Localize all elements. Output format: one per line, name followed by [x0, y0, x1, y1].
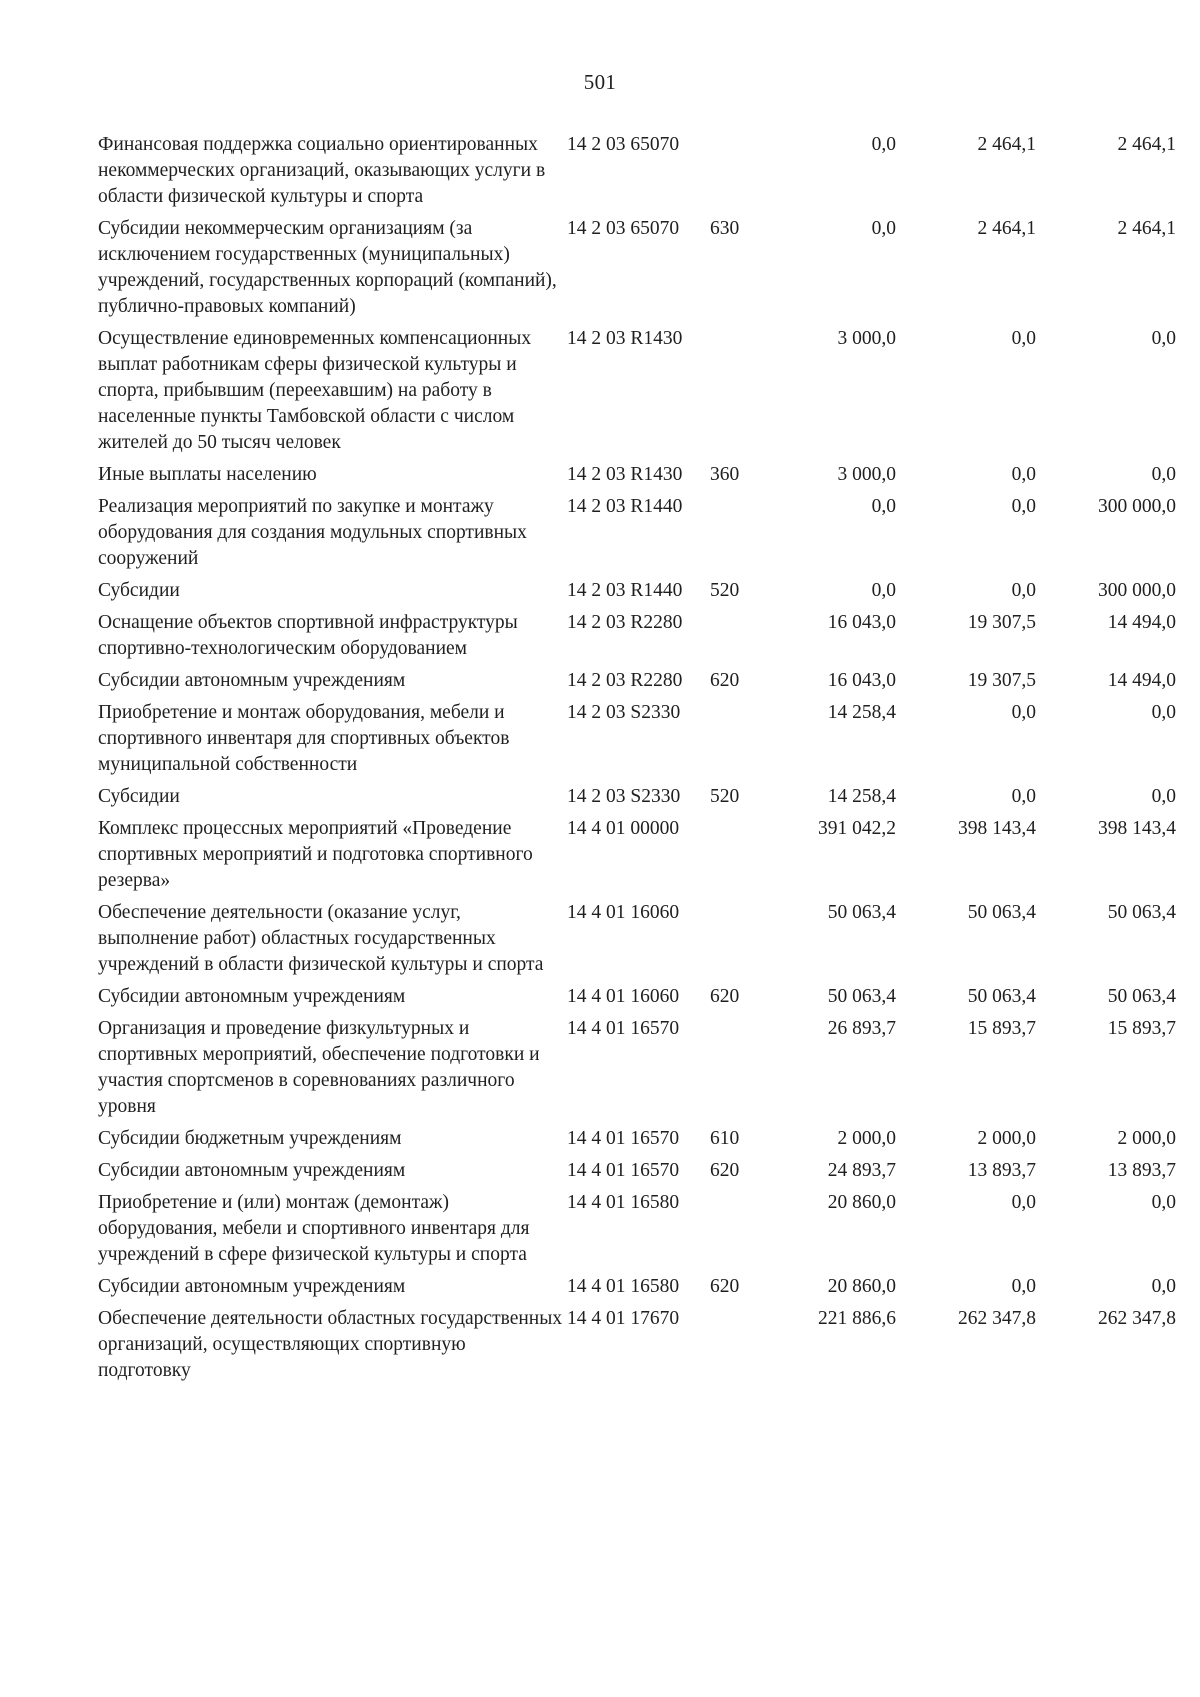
row-name: Субсидии некоммерческим организациям (за исключением государственных (муниципальных) учреждений, государственных корпораций (компаний), публично-правовых компаний): [98, 218, 557, 317]
page-number: 501: [583, 70, 617, 94]
row-name: Организация и проведение физкультурных и спортивных мероприятий, обеспечение подготовки и участия спортсменов в соревнованиях различного уровня: [98, 1018, 540, 1117]
row-name: Осуществление единовременных компенсационных выплат работникам сферы физической культуры и спорта, прибывшим (переехавшим) на работу в населенные пункты Тамбовской области с числом жителей до 50 тысяч человек: [98, 328, 532, 453]
row-value-3: 300 000,0: [1098, 496, 1176, 517]
table-row: [98, 1274, 1178, 1300]
row-value-2: 19 307,5: [967, 612, 1036, 633]
row-value-2: 19 307,5: [967, 670, 1036, 691]
row-type: 620: [710, 670, 740, 691]
row-value-3: 2 000,0: [1117, 1128, 1176, 1149]
row-value-1: 24 893,7: [827, 1160, 896, 1181]
budget-table: [98, 132, 1178, 1390]
row-code: 14 2 03 S2330: [567, 786, 681, 807]
row-value-2: 0,0: [1011, 580, 1036, 601]
row-name: Комплекс процессных мероприятий «Проведение спортивных мероприятий и подготовка спортивного резерва»: [98, 818, 533, 891]
row-name: Обеспечение деятельности (оказание услуг, выполнение работ) областных государственных учреждений в области физической культуры и спорта: [98, 902, 544, 975]
row-value-1: 0,0: [871, 218, 896, 239]
table-row: [98, 1126, 1178, 1152]
row-value-1: 221 886,6: [818, 1308, 896, 1329]
row-value-3: 14 494,0: [1107, 670, 1176, 691]
row-code: 14 4 01 16570: [567, 1160, 680, 1181]
row-type: 610: [710, 1128, 740, 1149]
row-code: 14 2 03 R2280: [567, 670, 683, 691]
row-type: 630: [710, 218, 740, 239]
row-value-2: 0,0: [1011, 328, 1036, 349]
row-value-2: 262 347,8: [958, 1308, 1036, 1329]
row-value-2: 50 063,4: [967, 902, 1036, 923]
row-name: Приобретение и (или) монтаж (демонтаж) оборудования, мебели и спортивного инвентаря для учреждений в сфере физической культуры и спорта: [98, 1192, 530, 1265]
row-value-3: 50 063,4: [1107, 902, 1176, 923]
table-row: [98, 668, 1178, 694]
row-value-1: 0,0: [871, 496, 896, 517]
row-value-3: 14 494,0: [1107, 612, 1176, 633]
row-type: 620: [710, 986, 740, 1007]
row-value-1: 50 063,4: [827, 902, 896, 923]
row-value-3: 300 000,0: [1098, 580, 1176, 601]
row-value-1: 20 860,0: [827, 1276, 896, 1297]
row-code: 14 4 01 16570: [567, 1018, 680, 1039]
row-value-1: 20 860,0: [827, 1192, 896, 1213]
table-row: [98, 326, 1178, 456]
row-type: 520: [710, 580, 740, 601]
table-row: [98, 578, 1178, 604]
row-value-1: 50 063,4: [827, 986, 896, 1007]
row-value-3: 0,0: [1151, 1192, 1176, 1213]
row-value-3: 15 893,7: [1107, 1018, 1176, 1039]
table-row: [98, 700, 1178, 778]
row-name: Субсидии: [98, 580, 180, 601]
row-code: 14 2 03 R1430: [567, 328, 683, 349]
row-value-2: 2 464,1: [977, 218, 1036, 239]
table-row: [98, 984, 1178, 1010]
row-code: 14 4 01 16570: [567, 1128, 680, 1149]
row-value-2: 0,0: [1011, 1192, 1036, 1213]
row-name: Субсидии автономным учреждениям: [98, 670, 406, 691]
row-value-1: 391 042,2: [818, 818, 896, 839]
row-name: Финансовая поддержка социально ориентированных некоммерческих организаций, оказывающих услуги в области физической культуры и спорта: [98, 134, 546, 207]
table-row: [98, 816, 1178, 894]
row-name: Субсидии автономным учреждениям: [98, 986, 406, 1007]
row-value-3: 0,0: [1151, 464, 1176, 485]
row-value-1: 0,0: [871, 134, 896, 155]
row-code: 14 4 01 16060: [567, 902, 680, 923]
row-value-3: 0,0: [1151, 1276, 1176, 1297]
row-value-1: 2 000,0: [837, 1128, 896, 1149]
row-code: 14 2 03 65070: [567, 218, 680, 239]
row-value-1: 0,0: [871, 580, 896, 601]
row-code: 14 4 01 00000: [567, 818, 680, 839]
row-value-2: 0,0: [1011, 702, 1036, 723]
row-code: 14 2 03 R1440: [567, 580, 683, 601]
row-value-2: 15 893,7: [967, 1018, 1036, 1039]
row-value-2: 0,0: [1011, 464, 1036, 485]
table-row: [98, 494, 1178, 572]
row-code: 14 4 01 16060: [567, 986, 680, 1007]
row-value-3: 262 347,8: [1098, 1308, 1176, 1329]
row-value-1: 16 043,0: [827, 670, 896, 691]
row-value-3: 13 893,7: [1107, 1160, 1176, 1181]
row-code: 14 4 01 16580: [567, 1276, 680, 1297]
row-value-3: 398 143,4: [1098, 818, 1176, 839]
row-value-3: 0,0: [1151, 702, 1176, 723]
row-value-2: 2 464,1: [977, 134, 1036, 155]
table-row: [98, 784, 1178, 810]
row-value-2: 13 893,7: [967, 1160, 1036, 1181]
table-row: [98, 132, 1178, 210]
row-name: Субсидии бюджетным учреждениям: [98, 1128, 402, 1149]
row-value-1: 14 258,4: [827, 786, 896, 807]
table-row: [98, 1306, 1178, 1384]
row-name: Субсидии автономным учреждениям: [98, 1276, 406, 1297]
row-value-2: 2 000,0: [977, 1128, 1036, 1149]
table-row: [98, 462, 1178, 488]
row-type: 360: [710, 464, 740, 485]
row-value-3: 50 063,4: [1107, 986, 1176, 1007]
row-value-1: 26 893,7: [827, 1018, 896, 1039]
row-value-2: 0,0: [1011, 1276, 1036, 1297]
table-row: [98, 1190, 1178, 1268]
row-name: Оснащение объектов спортивной инфраструктуры спортивно-технологическим оборудованием: [98, 612, 518, 659]
row-name: Обеспечение деятельности областных государственных организаций, осуществляющих спортивную подготовку: [98, 1308, 563, 1381]
row-type: 620: [710, 1160, 740, 1181]
table-row: [98, 1016, 1178, 1120]
table-row: [98, 1158, 1178, 1184]
row-name: Реализация мероприятий по закупке и монтажу оборудования для создания модульных спортивных сооружений: [98, 496, 527, 569]
row-name: Субсидии автономным учреждениям: [98, 1160, 406, 1181]
row-value-3: 0,0: [1151, 786, 1176, 807]
row-name: Приобретение и монтаж оборудования, мебели и спортивного инвентаря для спортивных объектов муниципальной собственности: [98, 702, 510, 775]
row-value-3: 0,0: [1151, 328, 1176, 349]
row-code: 14 2 03 S2330: [567, 702, 681, 723]
row-value-2: 0,0: [1011, 496, 1036, 517]
table-row: [98, 610, 1178, 662]
row-code: 14 2 03 R2280: [567, 612, 683, 633]
row-value-3: 2 464,1: [1117, 134, 1176, 155]
row-value-3: 2 464,1: [1117, 218, 1176, 239]
row-value-2: 398 143,4: [958, 818, 1036, 839]
row-name: Субсидии: [98, 786, 180, 807]
row-type: 620: [710, 1276, 740, 1297]
row-code: 14 4 01 16580: [567, 1192, 680, 1213]
row-code: 14 2 03 65070: [567, 134, 680, 155]
row-value-1: 14 258,4: [827, 702, 896, 723]
row-value-2: 50 063,4: [967, 986, 1036, 1007]
row-code: 14 4 01 17670: [567, 1308, 680, 1329]
row-name: Иные выплаты населению: [98, 464, 317, 485]
row-value-2: 0,0: [1011, 786, 1036, 807]
table-row: [98, 900, 1178, 978]
row-type: 520: [710, 786, 740, 807]
row-code: 14 2 03 R1440: [567, 496, 683, 517]
table-row: [98, 216, 1178, 320]
row-value-1: 16 043,0: [827, 612, 896, 633]
row-code: 14 2 03 R1430: [567, 464, 683, 485]
row-value-1: 3 000,0: [837, 464, 896, 485]
row-value-1: 3 000,0: [837, 328, 896, 349]
